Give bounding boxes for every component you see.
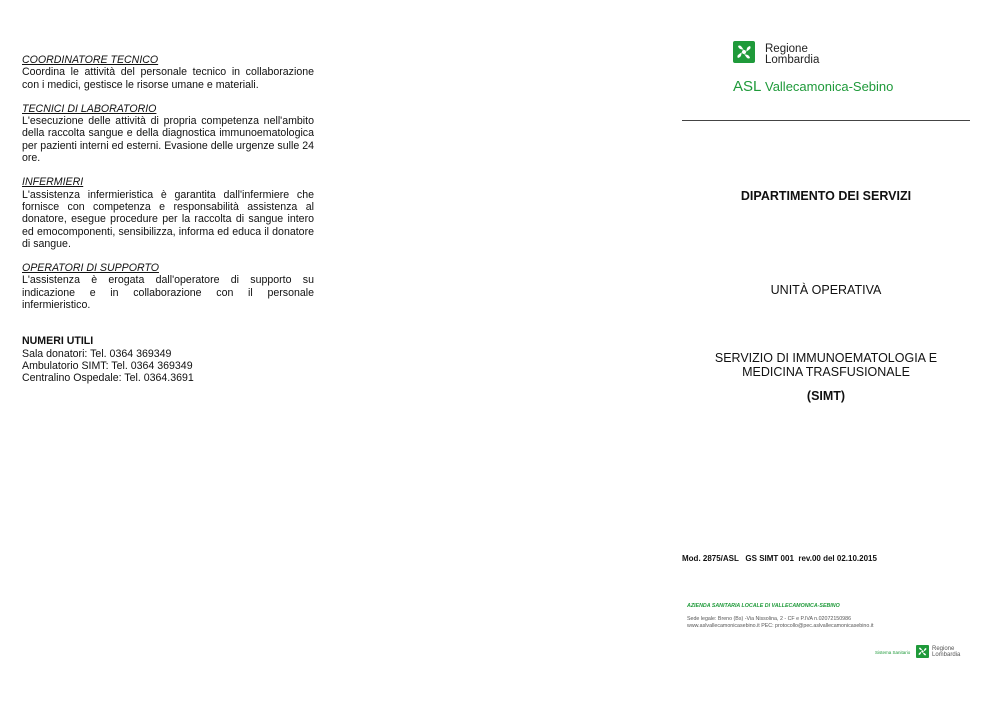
sede-line1: Sede legale: Breno (Bs) -Via Nissolina, 2 - CF e P.IVA n.02072150986 — [687, 616, 852, 622]
module-reference: Mod. 2875/ASL GS SIMT 001 rev.00 del 02.10.2015 — [682, 554, 877, 563]
unita-operativa: UNITÀ OPERATIVA — [770, 283, 882, 297]
left-column — [22, 54, 314, 385]
logo-line2: Lombardia — [765, 54, 820, 66]
section-operatori — [22, 262, 314, 311]
footer-logo-line1: Regione — [932, 646, 955, 652]
section-tecnici — [22, 103, 314, 164]
phone-ambulatorio: Ambulatorio SIMT: Tel. 0364 369349 — [22, 359, 193, 372]
footer-regione-logo — [875, 645, 967, 659]
dipartimento-title: DIPARTIMENTO DEI SERVIZI — [740, 189, 912, 203]
section-body: Coordina le attività del personale tecnico in collaborazione con i medici, gestisce le risorse umane e materiali. — [22, 66, 314, 91]
asl-label: ASL — [733, 78, 762, 95]
section-title: TECNICI DI LABORATORIO — [22, 102, 157, 115]
servizio-line2: MEDICINA TRASFUSIONALE — [742, 365, 910, 379]
servizio-title — [682, 351, 970, 379]
asl-name — [733, 78, 893, 95]
numeri-utili — [22, 335, 314, 384]
section-infermieri — [22, 176, 314, 250]
rosa-camuna-icon — [733, 41, 755, 63]
footer-logo-line2: Lombardia — [932, 652, 961, 658]
numeri-utili-title: NUMERI UTILI — [22, 335, 94, 348]
section-title: OPERATORI DI SUPPORTO — [22, 262, 159, 275]
section-title: COORDINATORE TECNICO — [22, 54, 159, 66]
section-body: L'assistenza è erogata dall'operatore di supporto su indicazione e in collaborazione con il personale infermieristico. — [22, 274, 314, 312]
rosa-camuna-small-icon — [916, 645, 929, 658]
section-title: INFERMIERI — [22, 176, 84, 189]
section-coordinatore — [22, 54, 314, 91]
divider — [682, 120, 970, 121]
footer-logo-text — [932, 646, 960, 658]
footer-logo-prefix: Sistema Sanitario — [875, 650, 911, 655]
logo-text — [765, 44, 819, 66]
simt-acronym: (SIMT) — [806, 389, 846, 403]
servizio-line1: SERVIZIO DI IMMUNOEMATOLOGIA E — [714, 351, 938, 365]
sede-line2: www.aslvallecamonicasebino.it PEC: protocollo@pec.aslvallecamonicasebino.it — [687, 623, 874, 629]
logo-line1: Regione — [765, 43, 808, 55]
azienda-name: AZIENDA SANITARIA LOCALE DI VALLECAMONICA-SEBINO — [687, 603, 840, 609]
section-body: L'esecuzione delle attività di propria competenza nell'ambito della raccolta sangue e della diagnostica immunoematologica per pazienti interni ed esterni. Evasione delle urgenze sulle 24 ore. — [22, 115, 314, 165]
phone-centralino: Centralino Ospedale: Tel. 0364.3691 — [22, 372, 194, 385]
phone-sala-donatori: Sala donatori: Tel. 0364 369349 — [22, 347, 172, 360]
section-body: L'assistenza infermieristica è garantita dall'infermiere che fornisce con competenza e responsabilità assistenza al donatore, esegue procedure per la raccolta di sangue intero ed emocomponenti, sensibilizza, informa ed educa il donatore di sangue. — [22, 188, 314, 250]
sede-legale — [687, 616, 873, 630]
asl-territory: Vallecamonica-Sebino — [764, 79, 894, 94]
